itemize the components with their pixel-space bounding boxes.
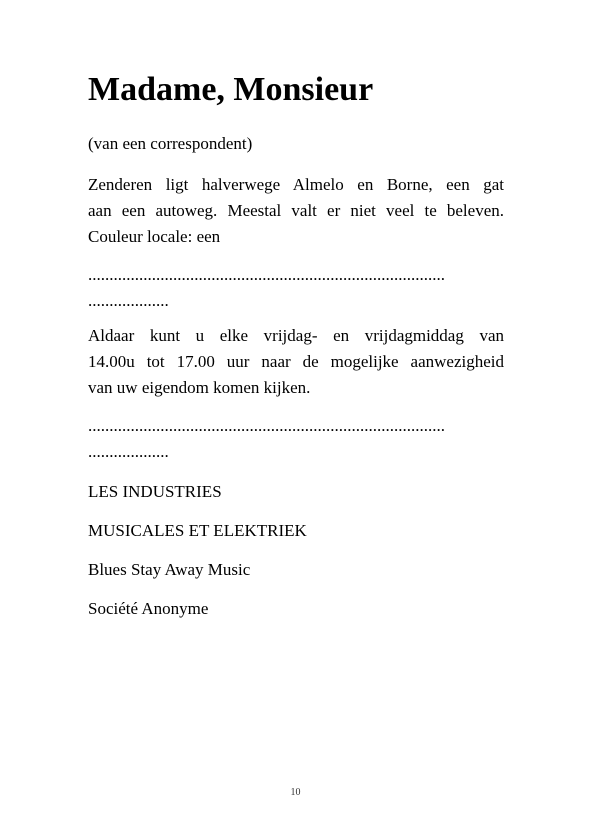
paragraph-intro-line: Zenderen ligt halverwege Almelo en Borne, een gat <box>88 175 504 194</box>
dotted-line: .................................................................................... <box>88 416 445 435</box>
signature-line-legal-form: Société Anonyme <box>88 599 209 618</box>
dotted-line: ................... <box>88 442 169 461</box>
paragraph-visit <box>88 323 504 401</box>
dotted-line: ................... <box>88 291 169 310</box>
signature-line-company: LES INDUSTRIES <box>88 482 222 501</box>
paragraph-visit-line: 14.00u tot 17.00 uur naar de mogelijke aanwezigheid <box>88 352 504 371</box>
paragraph-intro-line: aan een autoweg. Meestal valt er niet veel te beleven. <box>88 201 504 220</box>
signature-line-company-cont: MUSICALES ET ELEKTRIEK <box>88 521 307 540</box>
dotted-blank-1 <box>88 262 504 314</box>
paragraph-visit-line: van uw eigendom komen kijken. <box>88 378 311 397</box>
paragraph-intro <box>88 172 504 250</box>
dotted-blank-2 <box>88 413 504 465</box>
signature-line-label: Blues Stay Away Music <box>88 560 251 579</box>
paragraph-intro-line: Couleur locale: een <box>88 227 221 246</box>
page-number: 10 <box>290 787 301 798</box>
document-title: Madame, Monsieur <box>88 71 374 108</box>
byline: (van een correspondent) <box>88 134 253 153</box>
paragraph-visit-line: Aldaar kunt u elke vrijdag- en vrijdagmiddag van <box>88 326 504 345</box>
dotted-line: .................................................................................... <box>88 265 445 284</box>
